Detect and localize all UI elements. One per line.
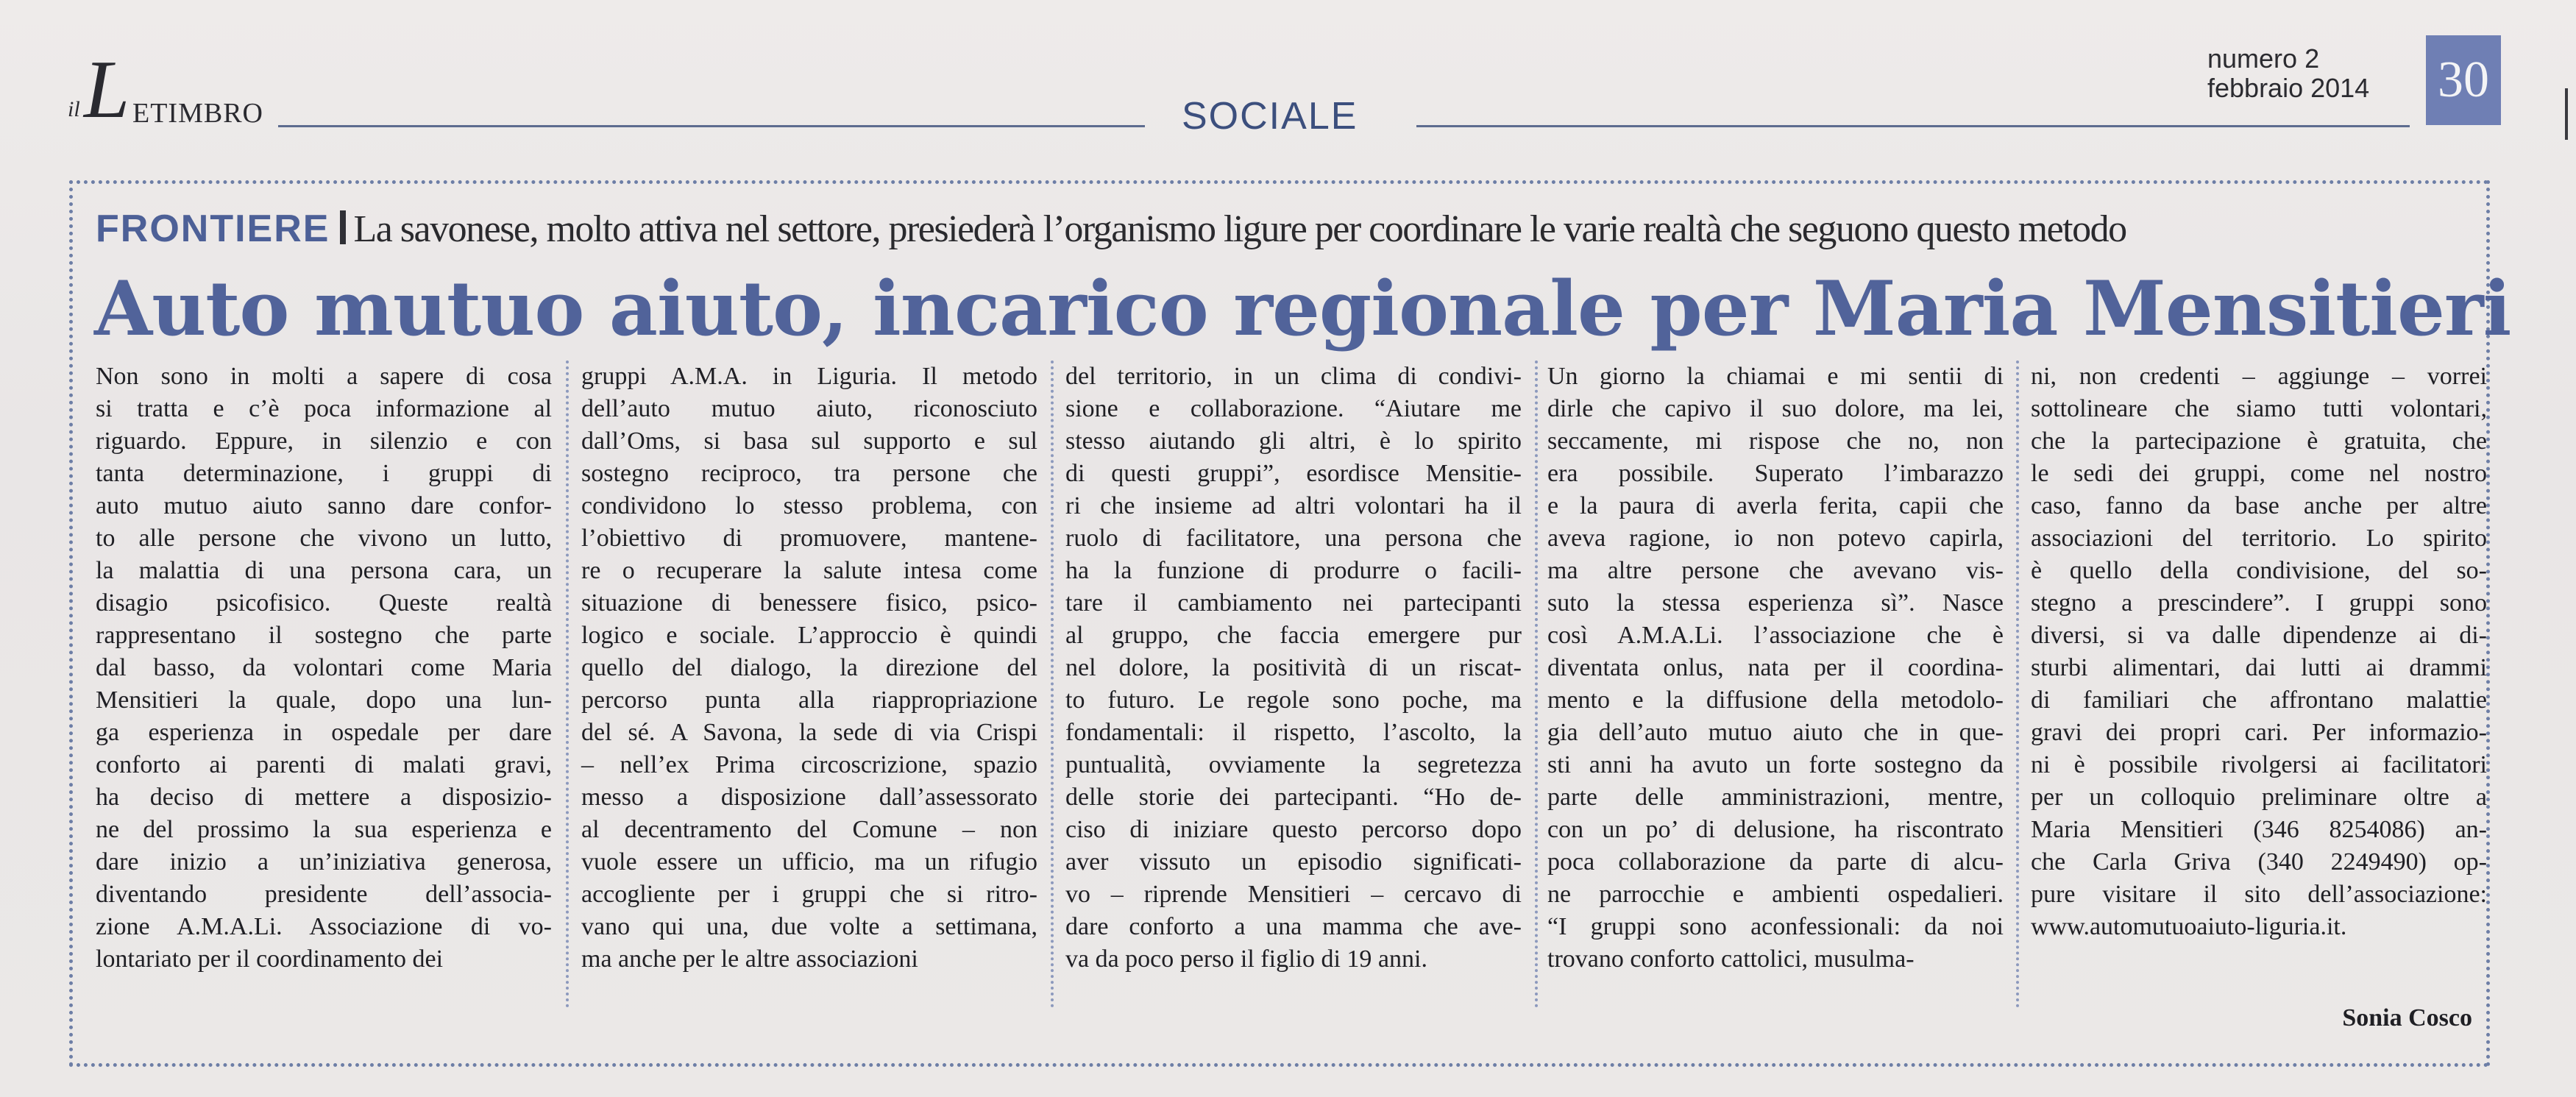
article-text-line: Non sono in molti a sapere di cosa — [96, 363, 552, 390]
article-text-line: dare conforto a una mamma che ave- — [1065, 913, 1522, 940]
article-text-line: associazioni del territorio. Lo spirito — [2031, 525, 2487, 552]
article-text-line: quello del dialogo, la direzione del — [581, 654, 1037, 681]
article-text-line: di familiari che affrontano malattie — [2031, 686, 2487, 714]
article-text-line: di questi gruppi”, esordisce Mensitie- — [1065, 460, 1522, 487]
article-text-line: ne parrocchie e ambienti ospedalieri. — [1547, 881, 2004, 908]
article-text-line: rappresentano il sostegno che parte — [96, 622, 552, 649]
article-text-line: vo – riprende Mensitieri – cercavo di — [1065, 881, 1522, 908]
article-text-line: stesso aiutando gli altri, è lo spirito — [1065, 427, 1522, 455]
article-column-5 — [2031, 361, 2487, 943]
article-text-line: così A.M.A.Li. l’associazione che è — [1547, 622, 2004, 649]
article-text-line: va da poco perso il figlio di 19 anni. — [1065, 945, 1427, 973]
masthead-prefix: il — [68, 97, 80, 121]
article-text-line: con un po’ di delusione, ha riscontrato — [1547, 816, 2004, 843]
article-text-line: to futuro. Le regole sono poche, ma — [1065, 686, 1522, 714]
article-text-line: Maria Mensitieri (346 8254086) an- — [2031, 816, 2487, 843]
article-text-line: trovano conforto cattolici, musulma- — [1547, 945, 1915, 973]
masthead-initial: L — [84, 44, 130, 135]
article-text-line: auto mutuo aiuto sanno dare confor- — [96, 492, 552, 519]
article-text-line: re o recuperare la salute intesa come — [581, 557, 1037, 584]
article-text-line: del sé. A Savona, la sede di via Crispi — [581, 719, 1037, 746]
article-text-line: suto la stessa esperienza sì”. Nasce — [1547, 589, 2004, 617]
article-text-line: “I gruppi sono aconfessionali: da noi — [1547, 913, 2004, 940]
article-text-line: aveva ragione, io non potevo capirla, — [1547, 525, 2004, 552]
masthead-name: ETIMBRO — [132, 98, 263, 129]
issue-date: febbraio 2014 — [2207, 73, 2370, 103]
article-text-line: sti anni ha avuto un forte sostegno da — [1547, 751, 2004, 778]
page-edge-mark — [2565, 88, 2568, 140]
article-text-line: vano qui una, due volte a settimana, — [581, 913, 1037, 940]
article-text-line: sturbi alimentari, dai lutti ai drammi — [2031, 654, 2487, 681]
article-text-line: è quello della condivisione, del so- — [2031, 557, 2487, 584]
article-text-line: poca collaborazione da parte di alcu- — [1547, 848, 2004, 876]
article-text-line: gravi dei propri cari. Per informazio- — [2031, 719, 2487, 746]
article-kicker — [96, 205, 2480, 253]
article-text-line: ha la funzione di produrre o facili- — [1065, 557, 1522, 584]
article-text-line: to alle persone che vivono un lutto, — [96, 525, 552, 552]
article-text-line: le sedi dei gruppi, come nel nostro — [2031, 460, 2487, 487]
article-column-2 — [581, 361, 1037, 976]
article-text-line: messo a disposizione dall’assessorato — [581, 784, 1037, 811]
article-text-line: lontariato per il coordinamento dei — [96, 945, 444, 973]
article-text-line: era possibile. Superato l’imbarazzo — [1547, 460, 2004, 487]
article-text-line: situazione di benessere fisico, psico- — [581, 589, 1037, 617]
article-column-1 — [96, 361, 552, 976]
article-text-line: gia dell’auto mutuo aiuto che in que- — [1547, 719, 2004, 746]
article-text-line: seccamente, mi rispose che no, non — [1547, 427, 2004, 455]
article-text-line: condividono lo stesso problema, con — [581, 492, 1037, 519]
article-text-line: che Carla Griva (340 2249490) op- — [2031, 848, 2487, 876]
article-text-line: sione e collaborazione. “Aiutare me — [1065, 395, 1522, 422]
page-number-badge: 30 — [2426, 35, 2501, 125]
article-text-line: mento e la diffusione della metodolo- — [1547, 686, 2004, 714]
article-text-line: disagio psicofisico. Queste realtà — [96, 589, 552, 617]
article-text-line: puntualità, ovviamente la segretezza — [1065, 751, 1522, 778]
article-text-line: l’obiettivo di promuovere, mantene- — [581, 525, 1037, 552]
article-text-line: riguardo. Eppure, in silenzio e con — [96, 427, 552, 455]
article-text-line: ri che insieme ad altri volontari ha il — [1065, 492, 1522, 519]
issue-number: numero 2 — [2207, 43, 2320, 74]
article-text-line: vuole essere un ufficio, ma un rifugio — [581, 848, 1037, 876]
article-text-line: dell’auto mutuo aiuto, riconosciuto — [581, 395, 1037, 422]
article-text-line: tanta determinazione, i gruppi di — [96, 460, 552, 487]
article-text-line: diventata onlus, nata per il coordina- — [1547, 654, 2004, 681]
article-text-line: ni, non credenti – aggiunge – vorrei — [2031, 363, 2487, 390]
article-text-line: Mensitieri la quale, dopo una lun- — [96, 686, 552, 714]
article-text-line: per un colloquio preliminare oltre a — [2031, 784, 2487, 811]
column-separator — [1051, 361, 1054, 1008]
column-separator — [2016, 361, 2019, 1008]
article-text-line: ma altre persone che avevano vis- — [1547, 557, 2004, 584]
article-text-line: al gruppo, che faccia emergere pur — [1065, 622, 1522, 649]
article-text-line: delle storie dei partecipanti. “Ho de- — [1065, 784, 1522, 811]
article-column-3 — [1065, 361, 1522, 976]
article-text-line: parte delle amministrazioni, mentre, — [1547, 784, 2004, 811]
article-text-line: sottolineare che siamo tutti volontari, — [2031, 395, 2487, 422]
column-separator — [566, 361, 569, 1008]
kicker-divider — [340, 210, 346, 244]
article-text-line: fondamentali: il rispetto, l’ascolto, la — [1065, 719, 1522, 746]
article-text-line: al decentramento del Comune – non — [581, 816, 1037, 843]
article-text-line: caso, fanno da base anche per altre — [2031, 492, 2487, 519]
article-text-line: diventando presidente dell’associa- — [96, 881, 552, 908]
article-text-line: www.automutuoaiuto-liguria.it. — [2031, 913, 2347, 940]
article-byline: Sonia Cosco — [2342, 1004, 2472, 1032]
article-text-line: la malattia di una persona cara, un — [96, 557, 552, 584]
section-label: SOCIALE — [1182, 95, 1358, 138]
article-text-line: diversi, si va dalle dipendenze ai di- — [2031, 622, 2487, 649]
article-text-line: che la partecipazione è gratuita, che — [2031, 427, 2487, 455]
article-column-4 — [1547, 361, 2004, 976]
article-text-line: – nell’ex Prima circoscrizione, spazio — [581, 751, 1037, 778]
article-text-line: ha deciso di mettere a disposizio- — [96, 784, 552, 811]
article-text-line: Un giorno la chiamai e mi sentii di — [1547, 363, 2004, 390]
column-separator — [1535, 361, 1538, 1008]
article-text-line: conforto ai parenti di malati gravi, — [96, 751, 552, 778]
kicker-text: La savonese, molto attiva nel settore, presiederà l’organismo ligure per coordinare le varie realtà che seguono questo metodo — [353, 208, 2126, 250]
header-rule-right — [1416, 125, 2410, 127]
article-text-line: e la paura di averla ferita, capii che — [1547, 492, 2004, 519]
article-text-line: dall’Oms, si basa sul supporto e sul — [581, 427, 1037, 455]
article-text-line: zione A.M.A.Li. Associazione di vo- — [96, 913, 552, 940]
masthead-logo — [68, 43, 303, 135]
article-text-line: accogliente per i gruppi che si ritro- — [581, 881, 1037, 908]
article-text-line: ni è possibile rivolgersi ai facilitatori — [2031, 751, 2487, 778]
article-text-line: nel dolore, la positività di un riscat- — [1065, 654, 1522, 681]
article-text-line: ne del prossimo la sua esperienza e — [96, 816, 552, 843]
article-text-line: percorso punta alla riappropriazione — [581, 686, 1037, 714]
article-text-line: si tratta e c’è poca informazione al — [96, 395, 552, 422]
article-text-line: pure visitare il sito dell’associazione: — [2031, 881, 2487, 908]
article-text-line: ma anche per le altre associazioni — [581, 945, 918, 973]
kicker-tag: FRONTIERE — [96, 207, 330, 250]
article-headline: Auto mutuo aiuto, incarico regionale per Maria Mensitieri — [94, 265, 2511, 353]
article-text-line: ruolo di facilitatore, una persona che — [1065, 525, 1522, 552]
article-text-line: sostegno reciproco, tra persone che — [581, 460, 1037, 487]
article-text-line: aver vissuto un episodio significati- — [1065, 848, 1522, 876]
article-text-line: ciso di iniziare questo percorso dopo — [1065, 816, 1522, 843]
article-text-line: ga esperienza in ospedale per dare — [96, 719, 552, 746]
header-rule-left — [278, 125, 1145, 127]
article-text-line: dare inizio a un’iniziativa generosa, — [96, 848, 552, 876]
article-text-line: del territorio, in un clima di condivi- — [1065, 363, 1522, 390]
article-text-line: dal basso, da volontari come Maria — [96, 654, 552, 681]
article-text-line: dirle che capivo il suo dolore, ma lei, — [1547, 395, 2004, 422]
issue-info — [2207, 44, 2428, 103]
article-text-line: logico e sociale. L’approccio è quindi — [581, 622, 1037, 649]
article-text-line: gruppi A.M.A. in Liguria. Il metodo — [581, 363, 1037, 390]
article-text-line: stegno a prescindere”. I gruppi sono — [2031, 589, 2487, 617]
article-text-line: tare il cambiamento nei partecipanti — [1065, 589, 1522, 617]
